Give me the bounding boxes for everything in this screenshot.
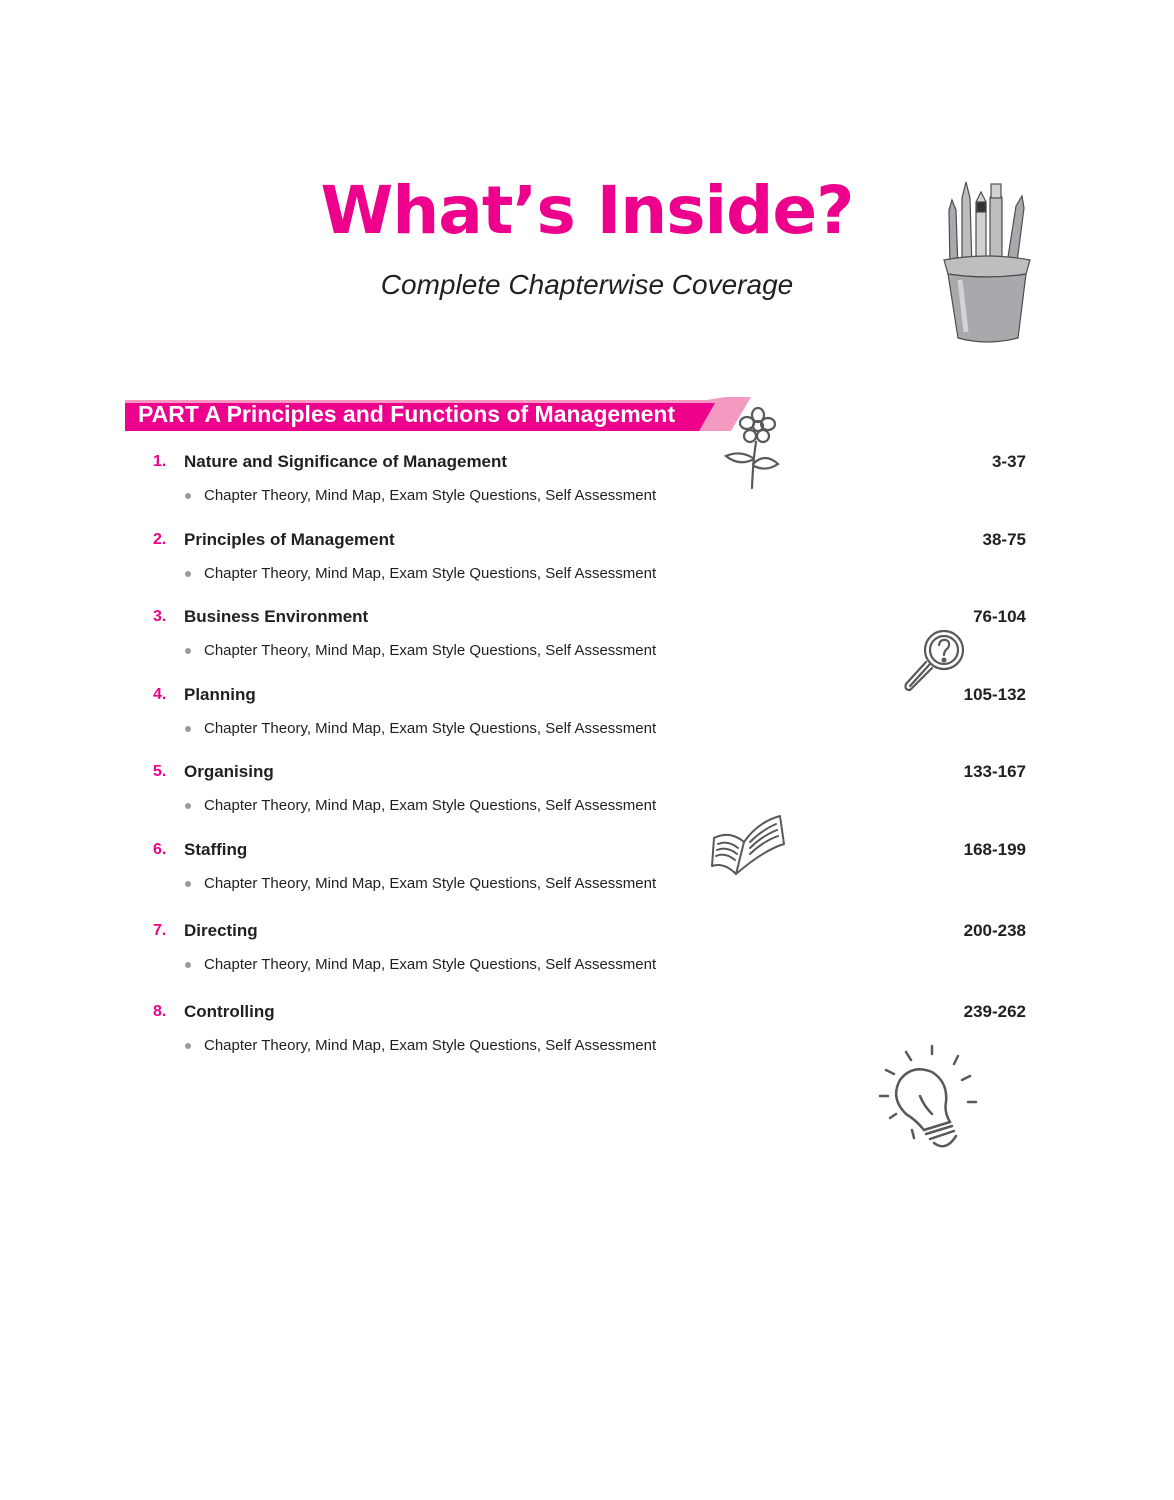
bullet-icon bbox=[185, 1043, 191, 1049]
chapter-pages: 168-199 bbox=[963, 840, 1026, 859]
chapter-contents: Chapter Theory, Mind Map, Exam Style Questions, Self Assessment bbox=[204, 565, 657, 582]
chapter-number: 2. bbox=[153, 531, 167, 548]
chapter-title: Controlling bbox=[184, 1002, 275, 1021]
chapter-title: Planning bbox=[184, 685, 256, 704]
bullet-icon bbox=[185, 648, 191, 654]
bullet-icon bbox=[185, 881, 191, 887]
chapter-number: 7. bbox=[153, 922, 167, 939]
page-subtitle: Complete Chapterwise Coverage bbox=[380, 269, 794, 300]
part-a-header bbox=[125, 397, 755, 435]
chapter-contents: Chapter Theory, Mind Map, Exam Style Questions, Self Assessment bbox=[204, 956, 657, 973]
chapter-contents: Chapter Theory, Mind Map, Exam Style Questions, Self Assessment bbox=[204, 1037, 657, 1054]
chapter-row[interactable] bbox=[0, 453, 1174, 513]
chapter-contents: Chapter Theory, Mind Map, Exam Style Questions, Self Assessment bbox=[204, 875, 657, 892]
chapter-title: Business Environment bbox=[184, 607, 369, 626]
chapter-pages: 38-75 bbox=[982, 530, 1026, 549]
bullet-icon bbox=[185, 571, 191, 577]
chapter-row[interactable] bbox=[0, 1003, 1174, 1063]
chapter-pages: 239-262 bbox=[963, 1002, 1026, 1021]
chapter-row[interactable] bbox=[0, 763, 1174, 823]
chapter-contents: Chapter Theory, Mind Map, Exam Style Questions, Self Assessment bbox=[204, 797, 657, 814]
chapter-contents: Chapter Theory, Mind Map, Exam Style Questions, Self Assessment bbox=[204, 487, 657, 504]
part-a-title: PART A Principles and Functions of Management bbox=[138, 401, 676, 427]
chapter-number: 1. bbox=[153, 453, 167, 470]
chapter-contents: Chapter Theory, Mind Map, Exam Style Questions, Self Assessment bbox=[204, 642, 657, 659]
chapter-number: 6. bbox=[153, 841, 167, 858]
chapter-title: Principles of Management bbox=[184, 530, 395, 549]
chapter-title: Staffing bbox=[184, 840, 248, 859]
chapter-pages: 76-104 bbox=[973, 607, 1026, 626]
chapter-contents: Chapter Theory, Mind Map, Exam Style Questions, Self Assessment bbox=[204, 720, 657, 737]
chapter-number: 5. bbox=[153, 763, 167, 780]
chapter-title: Nature and Significance of Management bbox=[184, 452, 508, 471]
bullet-icon bbox=[185, 962, 191, 968]
chapter-row[interactable] bbox=[0, 608, 1174, 668]
chapter-pages: 200-238 bbox=[963, 921, 1026, 940]
chapter-row[interactable] bbox=[0, 841, 1174, 901]
chapter-title: Organising bbox=[184, 762, 274, 781]
chapter-number: 3. bbox=[153, 608, 167, 625]
chapter-number: 4. bbox=[153, 686, 167, 703]
chapter-number: 8. bbox=[153, 1003, 167, 1020]
pencil-cup-icon bbox=[940, 180, 1035, 345]
chapter-row[interactable] bbox=[0, 922, 1174, 982]
bullet-icon bbox=[185, 726, 191, 732]
chapter-pages: 3-37 bbox=[991, 452, 1026, 471]
bullet-icon bbox=[185, 493, 191, 499]
chapter-row[interactable] bbox=[0, 686, 1174, 746]
bullet-icon bbox=[185, 803, 191, 809]
chapter-pages: 133-167 bbox=[963, 762, 1026, 781]
chapter-title: Directing bbox=[184, 921, 258, 940]
chapter-pages: 105-132 bbox=[963, 685, 1026, 704]
chapter-row[interactable] bbox=[0, 531, 1174, 591]
page-title: What’s Inside? bbox=[320, 172, 854, 249]
